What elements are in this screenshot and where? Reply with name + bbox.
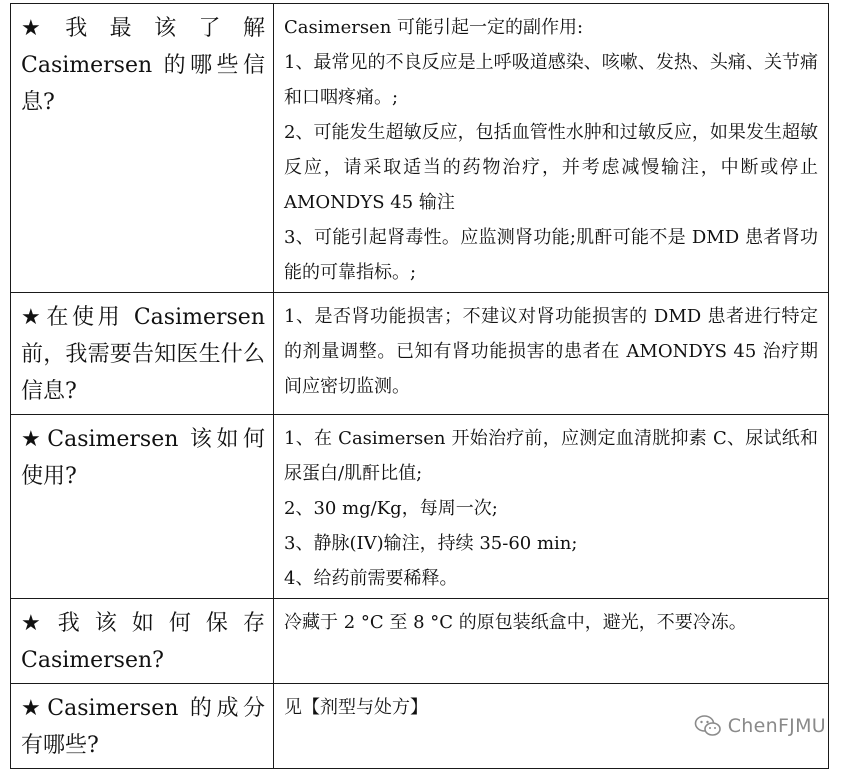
answer-line: 冷藏于 2 °C 至 8 °C 的原包装纸盒中，避光，不要冷冻。 [284,612,747,633]
question-text: Casimersen 的成分有哪些? [21,696,265,758]
star-icon: ★ [21,305,45,330]
question-text: 我最该了解 Casimersen 的哪些信息? [21,16,265,115]
star-icon: ★ [21,427,46,452]
table-row [11,599,829,684]
answer-line: 1、在 Casimersen 开始治疗前，应测定血清胱抑素 C、尿试纸和尿蛋白/肌酐比值; [284,428,818,484]
answer-line: 2、可能发生超敏反应，包括血管性水肿和过敏反应，如果发生超敏反应，请采取适当的药物治疗，并考虑减慢输注，中断或停止 AMONDYS 45 输注 [284,122,818,213]
answer-line: 3、静脉(IV)输注，持续 35-60 min; [284,533,578,554]
question-text: 我该如何保存 Casimersen? [21,611,265,673]
answer-line: 4、给药前需要稀释。 [284,568,458,589]
answer-line: Casimersen 可能引起一定的副作用: [284,17,584,38]
question-text: 在使用 Casimersen 前，我需要告知医生什么信息? [21,305,265,404]
wechat-icon [694,714,722,738]
question-cell [11,599,274,684]
table-row [11,4,829,293]
star-icon: ★ [21,611,56,636]
answer-cell [274,4,829,293]
answer-line: 1、是否肾功能损害；不建议对肾功能损害的 DMD 患者进行特定的剂量调整。已知有肾功能损害的患者在 AMONDYS 45 治疗期间应密切监测。 [284,306,818,397]
watermark-text: ChenFJMU [727,715,826,737]
star-icon: ★ [21,696,46,721]
answer-cell [274,293,829,415]
question-text: Casimersen 该如何使用? [21,427,265,489]
answer-cell [274,599,829,684]
question-cell [11,293,274,415]
answer-line: 2、30 mg/Kg，每周一次; [284,498,498,519]
answer-line: 3、可能引起肾毒性。应监测肾功能;肌酐可能不是 DMD 患者肾功能的可靠指标。; [284,227,818,283]
answer-cell [274,415,829,599]
question-cell [11,684,274,769]
star-icon: ★ [21,16,64,41]
watermark [694,714,826,738]
table-row [11,293,829,415]
answer-line: 1、最常见的不良反应是上呼吸道感染、咳嗽、发热、头痛、关节痛和口咽疼痛。; [284,52,818,108]
table-row [11,415,829,599]
answer-line: 见【剂型与处方】 [284,697,428,718]
question-cell [11,4,274,293]
question-cell [11,415,274,599]
qa-table [10,3,829,769]
